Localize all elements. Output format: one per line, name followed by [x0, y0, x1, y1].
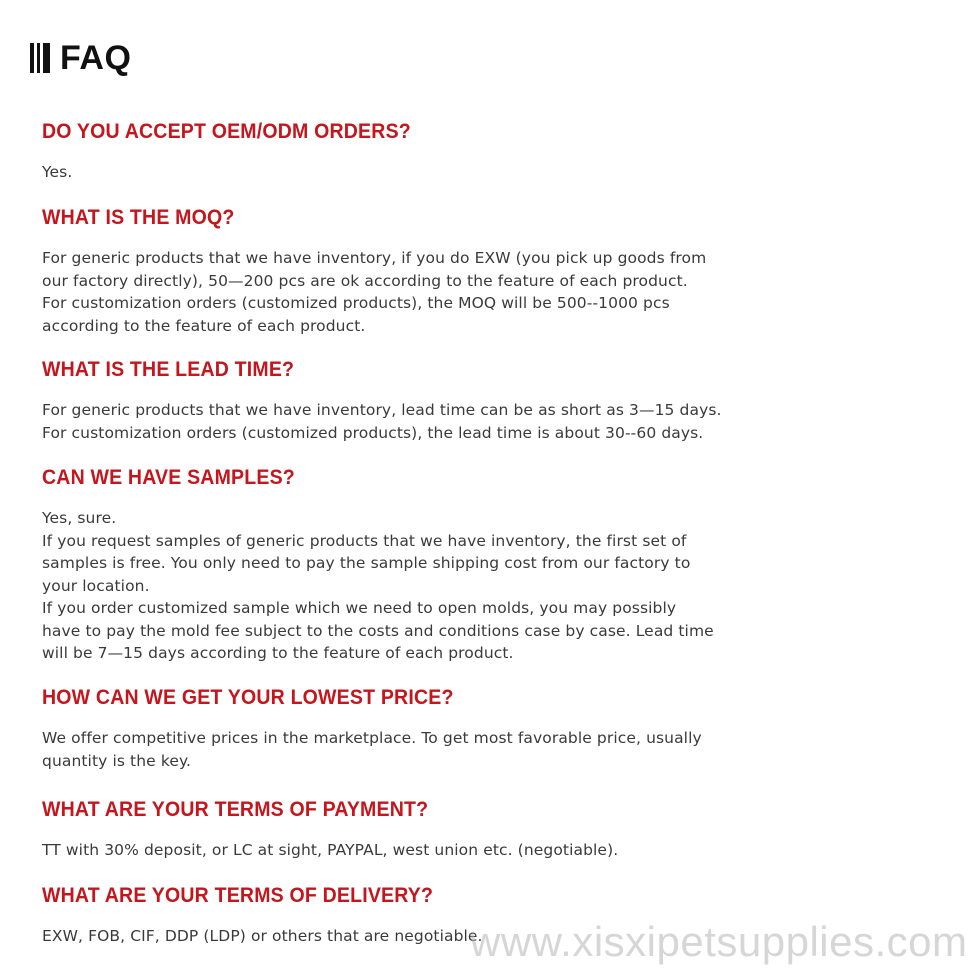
answer-line: will be 7—15 days according to the feature of each product.	[42, 644, 514, 662]
faq-question: WHAT ARE YOUR TERMS OF PAYMENT?	[42, 798, 429, 821]
faq-answer	[42, 839, 732, 862]
page-title: FAQ	[60, 38, 132, 77]
faq-answer	[42, 727, 732, 772]
answer-line: If you request samples of generic products that we have inventory, the first set of	[42, 531, 687, 550]
answer-line: have to pay the mold fee subject to the costs and conditions case by case. Lead time	[42, 621, 714, 640]
faq-answer	[42, 161, 732, 184]
faq-question: DO YOU ACCEPT OEM/ODM ORDERS?	[42, 120, 411, 143]
answer-line: our factory directly), 50—200 pcs are ok according to the feature of each product.	[42, 271, 688, 290]
answer-line: samples is free. You only need to pay the sample shipping cost from our factory to	[42, 554, 691, 572]
answer-line: according to the feature of each product.	[42, 316, 366, 335]
answer-line: your location.	[42, 576, 150, 595]
answer-line: quantity is the key.	[42, 751, 192, 770]
answer-line: Yes.	[42, 163, 73, 181]
faq-question: HOW CAN WE GET YOUR LOWEST PRICE?	[42, 686, 454, 709]
faq-question: WHAT IS THE MOQ?	[42, 206, 235, 229]
faq-question: CAN WE HAVE SAMPLES?	[42, 466, 295, 489]
answer-line: For customization orders (customized products), the MOQ will be 500--1000 pcs	[42, 294, 670, 312]
faq-answer	[42, 247, 732, 337]
answer-line: For generic products that we have inventory, if you do EXW (you pick up goods from	[42, 249, 707, 267]
faq-question: WHAT IS THE LEAD TIME?	[42, 358, 295, 381]
answer-line: Yes, sure.	[42, 509, 117, 527]
answer-line: TT with 30% deposit, or LC at sight, PAYPAL, west union etc. (negotiable).	[42, 841, 619, 859]
vertical-bars-icon	[30, 43, 50, 73]
faq-answer	[42, 507, 732, 665]
answer-line: For customization orders (customized products), the lead time is about 30--60 days.	[42, 423, 704, 442]
faq-header	[30, 38, 131, 78]
faq-answer	[42, 399, 732, 444]
watermark: www.xisxipetsupplies.com	[470, 918, 968, 965]
answer-line: We offer competitive prices in the marketplace. To get most favorable price, usually	[42, 729, 702, 747]
faq-question: WHAT ARE YOUR TERMS OF DELIVERY?	[42, 884, 434, 907]
answer-line: If you order customized sample which we need to open molds, you may possibly	[42, 599, 677, 617]
answer-line: For generic products that we have inventory, lead time can be as short as 3—15 days.	[42, 401, 722, 419]
answer-line: EXW, FOB, CIF, DDP (LDP) or others that are negotiable.	[42, 927, 483, 945]
